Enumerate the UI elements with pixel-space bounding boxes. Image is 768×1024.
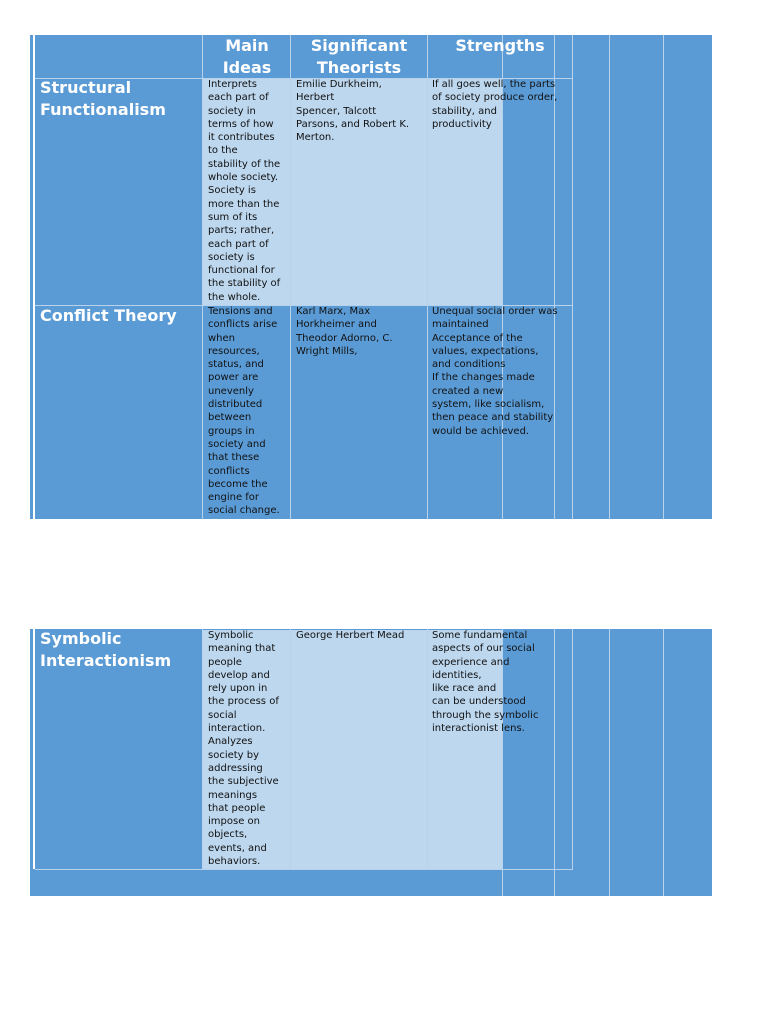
theorists-cell: George Herbert Mead xyxy=(296,630,405,641)
row-label-symbolic-interactionism: Symbolic Interactionism xyxy=(40,629,172,670)
grid-line xyxy=(35,869,573,870)
header-main-ideas: Main Ideas xyxy=(222,36,272,77)
grid-line xyxy=(427,35,428,519)
grid-line xyxy=(572,35,573,519)
row-label-structural-functionalism: Structural Functionalism xyxy=(40,78,166,119)
table-left-edge xyxy=(33,629,35,869)
grid-line xyxy=(663,629,664,896)
main-ideas-cell: Interprets each part of society in terms of how it contributes to the stability of the whole society. Society is more than the sum of its parts; rather, each part of society is functional for the stability of the whole. xyxy=(208,79,281,303)
grid-line xyxy=(427,629,428,869)
theorists-cell: Karl Marx, Max Horkheimer and Theodor Adorno, C. Wright Mills, xyxy=(296,306,393,357)
row-label-conflict-theory: Conflict Theory xyxy=(40,306,177,325)
strengths-cell: Unequal social order was maintained Acceptance of the values, expectations, and conditions If the changes made created a new system, like socialism, then peace and stability would be achieved. xyxy=(432,306,558,437)
main-ideas-cell: Tensions and conflicts arise when resources, status, and power are unevenly distributed between groups in society and that these conflicts become the engine for social change. xyxy=(208,306,280,517)
theorists-cell-bg-3 xyxy=(291,630,427,869)
grid-line xyxy=(609,629,610,896)
grid-line xyxy=(202,35,203,519)
main-ideas-cell: Symbolic meaning that people develop and rely upon in the process of social interaction. Analyzes society by addressing the subjective meanings that people impose on objects, events, and behaviors. xyxy=(208,630,279,868)
theorists-cell: Emilie Durkheim, Herbert Spencer, Talcott Parsons, and Robert K. Merton. xyxy=(296,79,410,144)
header-theorists: Significant Theorists xyxy=(310,36,408,77)
grid-line xyxy=(572,629,573,869)
grid-line xyxy=(202,629,203,869)
table-left-edge xyxy=(33,35,35,519)
strengths-cell: Some fundamental aspects of our social experience and identities, like race and can be understood through the symbolic interactionist lens. xyxy=(432,630,539,735)
grid-line xyxy=(663,35,664,519)
strengths-cell: If all goes well, the parts of society produce order, stability, and productivity xyxy=(432,79,558,130)
grid-line xyxy=(609,35,610,519)
header-strengths: Strengths xyxy=(455,36,545,55)
